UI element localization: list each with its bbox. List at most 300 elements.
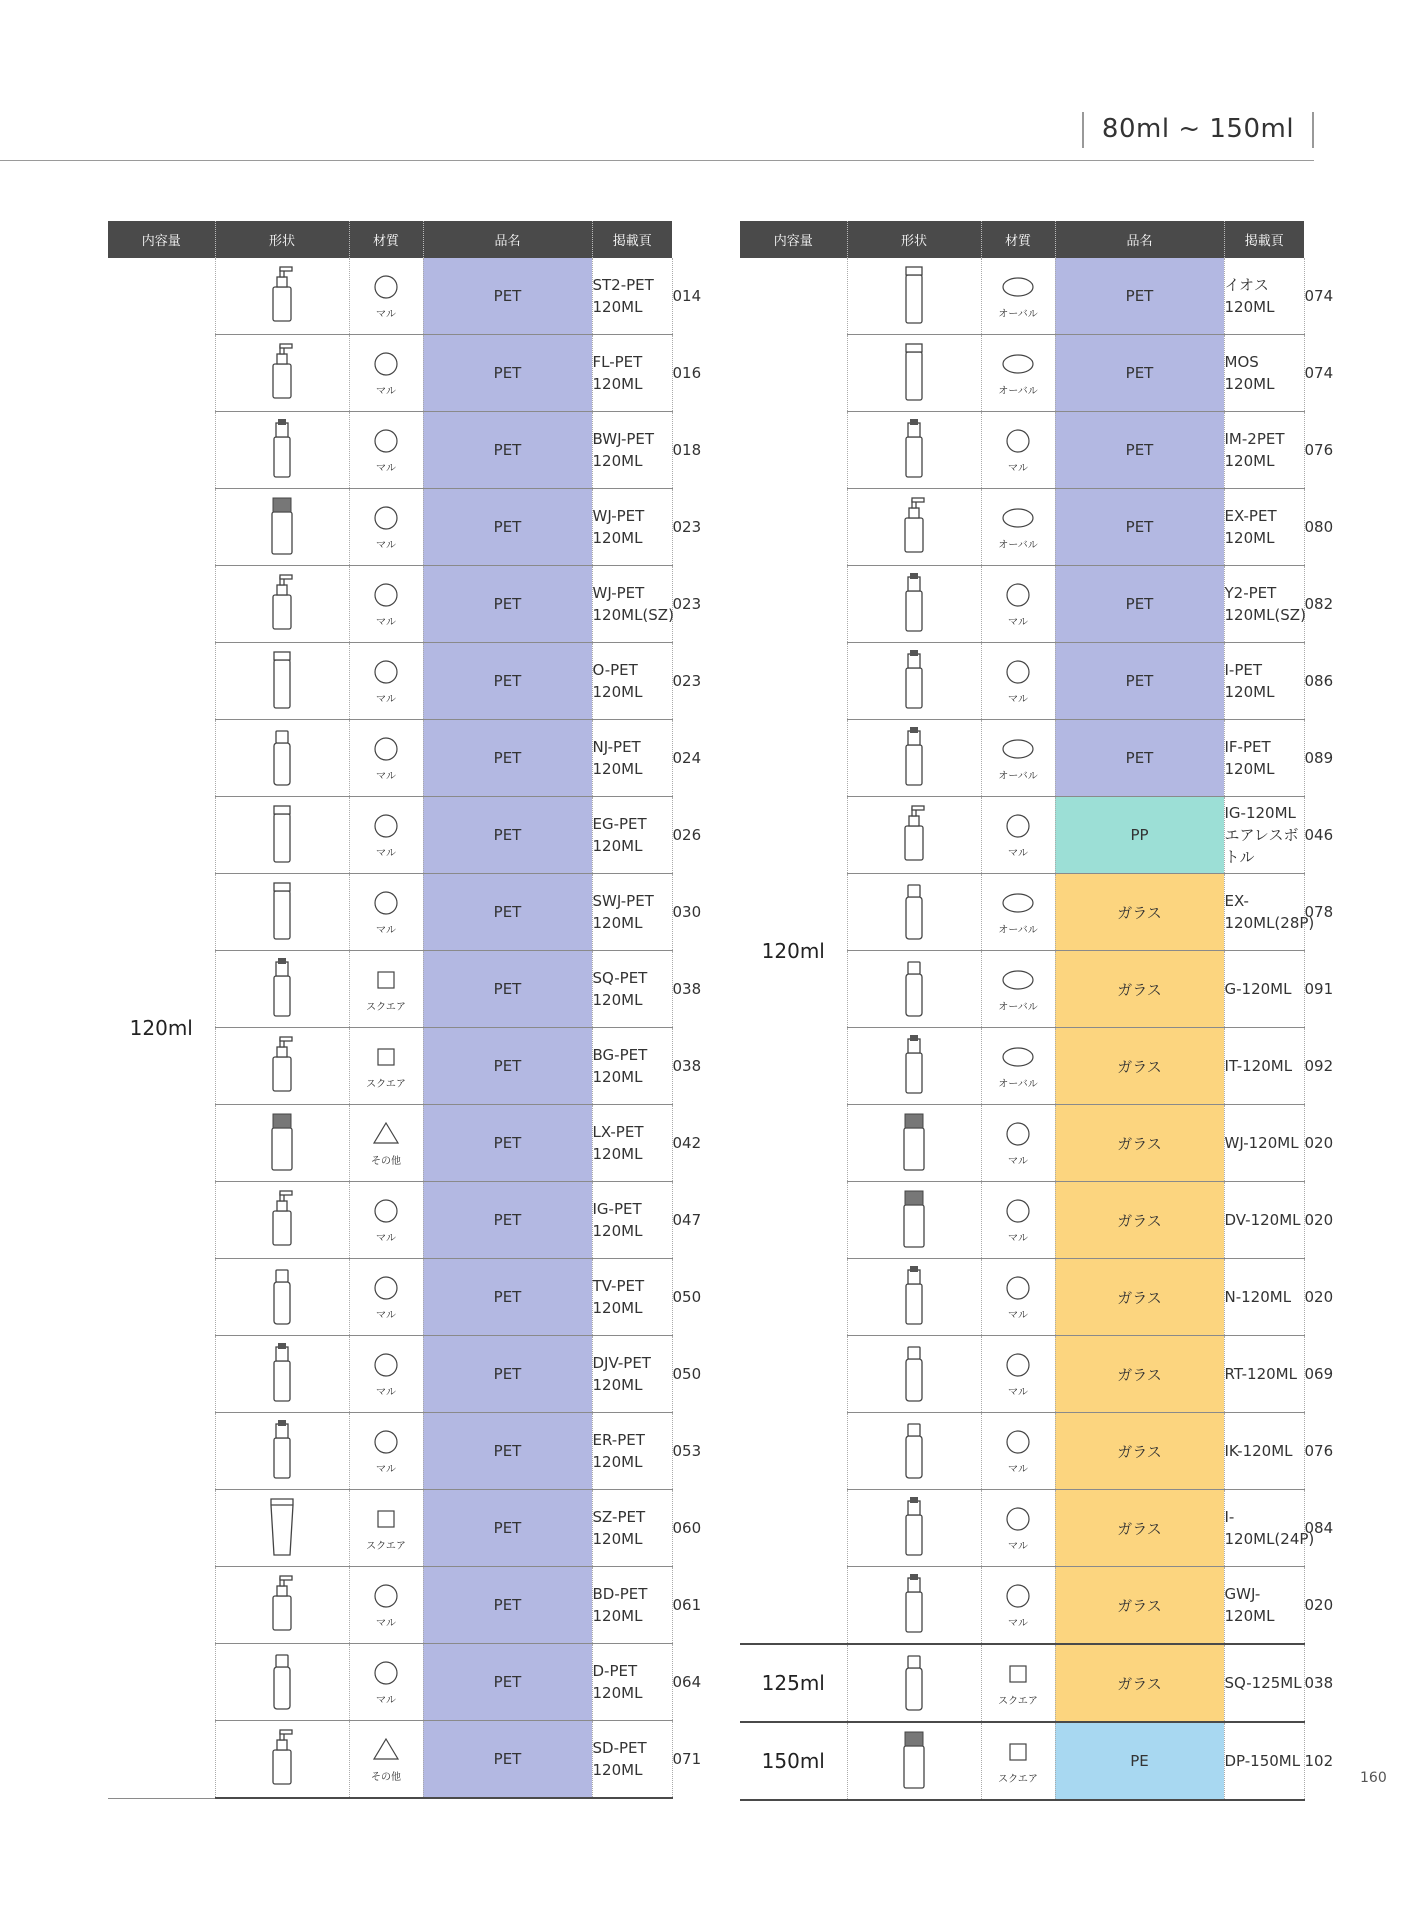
shape-icon xyxy=(998,1274,1038,1305)
material-cell: PE xyxy=(1055,1722,1224,1800)
table-row: マル PP IG-120ML エアレスボトル 046 xyxy=(740,797,1304,874)
bottle-image xyxy=(847,874,981,951)
material-cell: PET xyxy=(423,1182,592,1259)
product-name: SZ-PET 120ML xyxy=(592,1508,646,1548)
col-page: 掲載頁 xyxy=(592,221,672,258)
cap-bottle-icon xyxy=(894,1468,934,1486)
shape-label: マル xyxy=(376,1309,396,1321)
bottle-image xyxy=(847,1105,981,1182)
product-name: DJV-PET 120ML xyxy=(592,1354,651,1394)
shape-label: その他 xyxy=(371,1155,401,1167)
col-page: 掲載頁 xyxy=(1224,221,1304,258)
bottle-image xyxy=(847,797,981,874)
material-cell: PET xyxy=(1055,489,1224,566)
bottle-image xyxy=(215,489,349,566)
col-material: 材質 xyxy=(349,221,423,258)
spray-bottle-icon xyxy=(894,1545,934,1563)
table-row: その他 PET SD-PET 120ML 071 xyxy=(108,1721,672,1799)
product-name-cell xyxy=(1224,566,1304,643)
bottle-image xyxy=(215,1567,349,1644)
material-cell: PET xyxy=(423,1336,592,1413)
table-row: マル PET BD-PET 120ML 061 xyxy=(108,1567,672,1644)
material-cell: ガラス xyxy=(1055,874,1224,951)
table-row: スクエア PET SQ-PET 120ML 038 xyxy=(108,951,672,1028)
bottle-image xyxy=(847,720,981,797)
spray-bottle-icon xyxy=(894,1314,934,1332)
table-row: マル PET DJV-PET 120ML 050 xyxy=(108,1336,672,1413)
product-name: FL-PET 120ML xyxy=(592,353,643,393)
shape-label: マル xyxy=(376,539,396,551)
bottle-image xyxy=(215,643,349,720)
shape-icon xyxy=(998,1660,1038,1691)
product-name-cell xyxy=(592,951,672,1028)
bottle-image xyxy=(215,1259,349,1336)
bottle-image xyxy=(215,1721,349,1799)
tall-bottle-icon xyxy=(262,698,302,716)
product-name-cell xyxy=(1224,335,1304,412)
table-row: マル ガラス DV-120ML 020 xyxy=(740,1182,1304,1259)
bottle-image xyxy=(215,797,349,874)
cap-bottle-icon xyxy=(894,1700,934,1718)
product-name: NJ-PET 120ML xyxy=(592,738,643,778)
table-row: マル PET BWJ-PET 120ML 018 xyxy=(108,412,672,489)
bottle-image xyxy=(215,258,349,335)
shape-icon xyxy=(366,658,406,689)
col-shape: 形状 xyxy=(847,221,981,258)
product-name-cell xyxy=(592,335,672,412)
product-name-cell xyxy=(1224,720,1304,797)
product-name: BD-PET 120ML xyxy=(592,1585,648,1625)
material-cell: PET xyxy=(1055,412,1224,489)
shape-label: マル xyxy=(376,924,396,936)
shape-icon xyxy=(366,889,406,920)
product-name: SQ-PET 120ML xyxy=(592,969,648,1009)
product-name: SQ-125ML xyxy=(1224,1674,1302,1692)
material-cell: PET xyxy=(423,1567,592,1644)
material-cell: ガラス xyxy=(1055,1413,1224,1490)
shape-icon xyxy=(366,1505,406,1536)
shape-icon xyxy=(366,1428,406,1459)
pump-bottle-icon xyxy=(262,1622,302,1640)
bottle-image xyxy=(215,1490,349,1567)
shape-icon xyxy=(998,1351,1038,1382)
tall-bottle-icon xyxy=(894,390,934,408)
shape-cell xyxy=(349,566,423,643)
capacity-cell: 150ml xyxy=(740,1722,847,1800)
bottle-image xyxy=(847,335,981,412)
table-row: スクエア PET BG-PET 120ML 038 xyxy=(108,1028,672,1105)
shape-icon xyxy=(366,812,406,843)
product-name-cell xyxy=(1224,1336,1304,1413)
table-row: マル PET TV-PET 120ML 050 xyxy=(108,1259,672,1336)
product-name: G-120ML xyxy=(1224,980,1292,998)
shape-cell xyxy=(981,874,1055,951)
bottle-image xyxy=(215,335,349,412)
product-name-cell xyxy=(1224,1182,1304,1259)
col-name: 品名 xyxy=(423,221,592,258)
table-row: 120ml マル PET ST2-PET 120ML 014 xyxy=(108,258,672,335)
shape-icon xyxy=(366,1351,406,1382)
material-cell: ガラス xyxy=(1055,1567,1224,1645)
shape-label: オーバル xyxy=(998,1078,1038,1090)
shape-cell xyxy=(981,643,1055,720)
shape-label: マル xyxy=(376,385,396,397)
capacity-cell: 120ml xyxy=(740,258,847,1644)
shape-label: マル xyxy=(1008,1309,1028,1321)
col-material: 材質 xyxy=(981,221,1055,258)
material-cell: PET xyxy=(423,1105,592,1182)
bottle-image xyxy=(847,951,981,1028)
table-row: スクエア PET SZ-PET 120ML 060 xyxy=(108,1490,672,1567)
product-name-cell xyxy=(592,1028,672,1105)
material-cell: PET xyxy=(423,1644,592,1721)
table-header xyxy=(108,221,672,258)
product-name: IT-120ML xyxy=(1224,1057,1293,1075)
spec-table-right xyxy=(740,221,1334,1801)
product-name-cell xyxy=(1224,489,1304,566)
shape-cell xyxy=(349,1567,423,1644)
spray-bottle-icon xyxy=(262,1468,302,1486)
material-cell: PET xyxy=(423,797,592,874)
product-name-cell xyxy=(592,1490,672,1567)
shape-cell xyxy=(981,566,1055,643)
shape-cell xyxy=(981,1336,1055,1413)
product-name-cell xyxy=(592,1644,672,1721)
product-name-cell xyxy=(592,874,672,951)
product-name: IG-120ML xyxy=(1224,804,1296,822)
capacity-cell: 125ml xyxy=(740,1644,847,1722)
bottle-image xyxy=(847,1182,981,1259)
shape-cell xyxy=(981,1259,1055,1336)
material-cell: PET xyxy=(423,1721,592,1799)
shape-label: オーバル xyxy=(998,385,1038,397)
shape-label: マル xyxy=(376,1617,396,1629)
shape-icon xyxy=(366,735,406,766)
spray-bottle-icon xyxy=(262,1391,302,1409)
table-row: マル PET O-PET 120ML 023 xyxy=(108,643,672,720)
bottle-image xyxy=(847,489,981,566)
shape-icon xyxy=(998,658,1038,689)
shape-cell xyxy=(981,258,1055,335)
shape-label: スクエア xyxy=(366,1078,406,1090)
spray-bottle-icon xyxy=(894,621,934,639)
product-name: ST2-PET 120ML xyxy=(592,276,654,316)
bottle-image xyxy=(215,412,349,489)
shape-cell xyxy=(981,1105,1055,1182)
product-name: SD-PET 120ML xyxy=(592,1739,647,1779)
shape-icon xyxy=(366,1736,406,1767)
shape-cell xyxy=(349,489,423,566)
material-cell: PET xyxy=(1055,258,1224,335)
shape-icon xyxy=(998,812,1038,843)
product-name-cell xyxy=(592,566,672,643)
cap-bottle-icon xyxy=(894,929,934,947)
bottle-image xyxy=(847,258,981,335)
table-row: マル PET Y2-PET 120ML(SZ) 082 xyxy=(740,566,1304,643)
shape-cell xyxy=(981,1722,1055,1800)
shape-cell xyxy=(981,1490,1055,1567)
shape-cell xyxy=(981,951,1055,1028)
table-row: マル PET I-PET 120ML 086 xyxy=(740,643,1304,720)
jar-bottle-icon xyxy=(894,1778,934,1796)
shape-label: スクエア xyxy=(998,1773,1038,1785)
product-name: MOS 120ML xyxy=(1224,353,1275,393)
shape-icon xyxy=(366,1197,406,1228)
shape-label: オーバル xyxy=(998,770,1038,782)
shape-label: マル xyxy=(376,770,396,782)
shape-icon xyxy=(998,735,1038,766)
bottle-image xyxy=(847,1028,981,1105)
material-cell: PET xyxy=(423,720,592,797)
shape-label: マル xyxy=(1008,1617,1028,1629)
shape-label: オーバル xyxy=(998,1001,1038,1013)
shape-label: オーバル xyxy=(998,539,1038,551)
pump-bottle-icon xyxy=(262,313,302,331)
shape-label: オーバル xyxy=(998,308,1038,320)
pump-bottle-icon xyxy=(262,621,302,639)
page-title: 80ml ~ 150ml xyxy=(1101,114,1295,144)
shape-icon xyxy=(366,427,406,458)
cap-bottle-icon xyxy=(262,1699,302,1717)
table-row: マル PET ER-PET 120ML 053 xyxy=(108,1413,672,1490)
shape-cell xyxy=(349,412,423,489)
product-name-cell xyxy=(592,1259,672,1336)
material-cell: ガラス xyxy=(1055,951,1224,1028)
material-cell: ガラス xyxy=(1055,1105,1224,1182)
bottle-image xyxy=(215,1028,349,1105)
product-name: WJ-120ML xyxy=(1224,1134,1299,1152)
product-name: EG-PET 120ML xyxy=(592,815,647,855)
col-capacity: 内容量 xyxy=(740,221,847,258)
shape-icon xyxy=(998,1120,1038,1151)
table-row: 125ml スクエア ガラス SQ-125ML 038 xyxy=(740,1644,1304,1722)
product-name: I-PET 120ML xyxy=(1224,661,1275,701)
bottle-image xyxy=(847,1567,981,1645)
product-name-cell xyxy=(1224,258,1304,335)
table-row: マル PET EG-PET 120ML 026 xyxy=(108,797,672,874)
shape-cell xyxy=(981,1413,1055,1490)
shape-label: マル xyxy=(376,847,396,859)
shape-icon xyxy=(998,889,1038,920)
product-name-cell xyxy=(1224,951,1304,1028)
cap-bottle-icon xyxy=(262,775,302,793)
product-name-cell xyxy=(592,489,672,566)
material-cell: PET xyxy=(1055,643,1224,720)
shape-cell xyxy=(349,1105,423,1182)
shape-icon xyxy=(998,350,1038,381)
shape-label: マル xyxy=(376,1232,396,1244)
table-row: 120ml オーバル PET イオス 120ML 074 xyxy=(740,258,1304,335)
material-cell: PET xyxy=(423,1490,592,1567)
product-name: D-PET 120ML xyxy=(592,1662,643,1702)
shape-cell xyxy=(349,1644,423,1721)
material-cell: ガラス xyxy=(1055,1490,1224,1567)
table-row: オーバル PET IF-PET 120ML 089 xyxy=(740,720,1304,797)
tall-bottle-icon xyxy=(262,929,302,947)
shape-label: その他 xyxy=(371,1771,401,1783)
shape-icon xyxy=(998,427,1038,458)
table-row: マル PET WJ-PET 120ML(SZ) 023 xyxy=(108,566,672,643)
shape-cell xyxy=(349,874,423,951)
pump-bottle-icon xyxy=(262,1083,302,1101)
shape-label: オーバル xyxy=(998,924,1038,936)
material-cell: PET xyxy=(423,1028,592,1105)
table-row: マル ガラス N-120ML 020 xyxy=(740,1259,1304,1336)
product-name-cell xyxy=(592,1721,672,1799)
product-name-cell xyxy=(1224,1490,1315,1567)
table-row: マル PET WJ-PET 120ML 023 xyxy=(108,489,672,566)
table-row: マル PET D-PET 120ML 064 xyxy=(108,1644,672,1721)
table-row: マル ガラス GWJ-120ML 020 xyxy=(740,1567,1304,1645)
table-row: マル PET NJ-PET 120ML 024 xyxy=(108,720,672,797)
material-cell: PET xyxy=(423,566,592,643)
shape-cell xyxy=(349,1490,423,1567)
pump-bottle-icon xyxy=(894,852,934,870)
shape-icon xyxy=(366,1659,406,1690)
shape-cell xyxy=(349,1182,423,1259)
shape-label: マル xyxy=(1008,693,1028,705)
spray-bottle-icon xyxy=(894,775,934,793)
shape-label: マル xyxy=(376,462,396,474)
product-name: BWJ-PET 120ML xyxy=(592,430,655,470)
product-name: IM-2PET 120ML xyxy=(1224,430,1285,470)
table-row: その他 PET LX-PET 120ML 042 xyxy=(108,1105,672,1182)
bottle-image xyxy=(847,1490,981,1567)
product-name-cell xyxy=(1224,797,1304,874)
material-cell: ガラス xyxy=(1055,1028,1224,1105)
shape-icon xyxy=(366,350,406,381)
col-shape: 形状 xyxy=(215,221,349,258)
jar-bottle-icon xyxy=(894,1237,934,1255)
material-cell: ガラス xyxy=(1055,1182,1224,1259)
cap-bottle-icon xyxy=(262,1314,302,1332)
material-cell: ガラス xyxy=(1055,1644,1224,1722)
bottle-image xyxy=(847,643,981,720)
product-name: LX-PET 120ML xyxy=(592,1123,644,1163)
table-row: オーバル PET EX-PET 120ML 080 xyxy=(740,489,1304,566)
shape-label: マル xyxy=(1008,1540,1028,1552)
shape-icon xyxy=(998,504,1038,535)
cap-bottle-icon xyxy=(894,1391,934,1409)
product-name-cell xyxy=(1224,1567,1304,1645)
shape-cell xyxy=(981,797,1055,874)
bottle-image xyxy=(215,951,349,1028)
spray-bottle-icon xyxy=(894,1083,934,1101)
shape-label: マル xyxy=(1008,1386,1028,1398)
product-name: RT-120ML xyxy=(1224,1365,1297,1383)
material-cell: PET xyxy=(423,335,592,412)
bottle-image xyxy=(847,566,981,643)
table-row: オーバル ガラス G-120ML 091 xyxy=(740,951,1304,1028)
product-name: N-120ML xyxy=(1224,1288,1292,1306)
pump-bottle-icon xyxy=(894,544,934,562)
shape-cell xyxy=(349,1413,423,1490)
shape-cell xyxy=(981,335,1055,412)
product-name-cell xyxy=(592,720,672,797)
header-divider-right xyxy=(1312,112,1314,148)
shape-label: スクエア xyxy=(366,1001,406,1013)
product-name-cell xyxy=(1224,643,1304,720)
shape-icon xyxy=(998,1738,1038,1769)
shape-icon xyxy=(366,1582,406,1613)
shape-label: マル xyxy=(376,693,396,705)
shape-label: マル xyxy=(1008,1232,1028,1244)
product-name-cell xyxy=(592,643,672,720)
product-name: IF-PET 120ML xyxy=(1224,738,1275,778)
spray-bottle-icon xyxy=(262,467,302,485)
bottle-image xyxy=(847,1259,981,1336)
bottle-image xyxy=(215,1182,349,1259)
jar-bottle-icon xyxy=(894,1160,934,1178)
shape-icon xyxy=(366,1120,406,1151)
product-name-cell xyxy=(592,258,672,335)
shape-cell xyxy=(981,412,1055,489)
jar-bottle-icon xyxy=(262,544,302,562)
table-header xyxy=(740,221,1304,258)
product-name: IG-PET 120ML xyxy=(592,1200,643,1240)
shape-icon xyxy=(998,966,1038,997)
product-name: SWJ-PET 120ML xyxy=(592,892,654,932)
table-row: マル PET SWJ-PET 120ML 030 xyxy=(108,874,672,951)
product-name: DP-150ML xyxy=(1224,1752,1301,1770)
shape-cell xyxy=(981,1567,1055,1645)
tall-bottle-icon xyxy=(894,313,934,331)
table-row: オーバル ガラス IT-120ML 092 xyxy=(740,1028,1304,1105)
product-name-cell xyxy=(1224,1259,1304,1336)
shape-icon xyxy=(366,1274,406,1305)
shape-cell xyxy=(981,720,1055,797)
cap-bottle-icon xyxy=(894,1006,934,1024)
spec-table-left xyxy=(108,221,702,1799)
shape-icon xyxy=(366,966,406,997)
shape-icon xyxy=(998,1197,1038,1228)
product-name-cell xyxy=(1224,1413,1304,1490)
spray-bottle-icon xyxy=(262,1006,302,1024)
capacity-cell: 120ml xyxy=(108,258,215,1798)
shape-icon xyxy=(998,1428,1038,1459)
shape-cell xyxy=(349,1259,423,1336)
shape-label: マル xyxy=(1008,616,1028,628)
product-name: GWJ-120ML xyxy=(1224,1585,1275,1625)
shape-label: マル xyxy=(1008,847,1028,859)
tall-bottle-icon xyxy=(262,852,302,870)
shape-icon xyxy=(998,1505,1038,1536)
material-cell: ガラス xyxy=(1055,1336,1224,1413)
shape-cell xyxy=(981,1182,1055,1259)
material-cell: PET xyxy=(423,874,592,951)
material-cell: PET xyxy=(423,412,592,489)
header-rule xyxy=(0,160,1314,161)
product-name-cell xyxy=(592,1336,672,1413)
product-name-cell xyxy=(592,412,672,489)
product-name: EX-PET 120ML xyxy=(1224,507,1277,547)
bottle-image xyxy=(847,1413,981,1490)
bottle-image xyxy=(847,1336,981,1413)
bottle-image xyxy=(847,412,981,489)
table-row: 150ml スクエア PE DP-150ML 102 xyxy=(740,1722,1304,1800)
shape-icon xyxy=(366,581,406,612)
table-row: マル ガラス I-120ML(24P) 084 xyxy=(740,1490,1304,1567)
material-cell: ガラス xyxy=(1055,1259,1224,1336)
shape-cell xyxy=(981,1644,1055,1722)
material-cell: PET xyxy=(423,643,592,720)
material-cell: PET xyxy=(423,951,592,1028)
product-name: O-PET 120ML xyxy=(592,661,643,701)
col-capacity: 内容量 xyxy=(108,221,215,258)
shape-label: マル xyxy=(376,1463,396,1475)
page-header xyxy=(1082,112,1314,148)
material-cell: PET xyxy=(423,1413,592,1490)
